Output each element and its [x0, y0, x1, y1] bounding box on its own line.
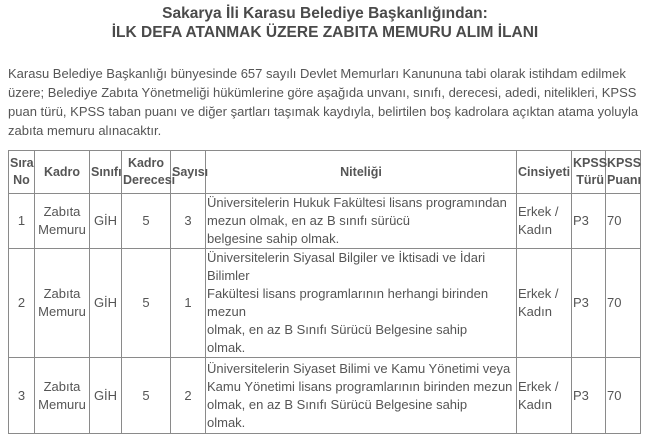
header-kadro: Kadro	[35, 151, 90, 194]
cell-sira: 2	[9, 249, 35, 358]
header-sayisi: Sayısı	[171, 151, 206, 194]
cell-derece: 5	[122, 194, 171, 249]
header-kpss-puani: KPSS Puanı	[606, 151, 641, 194]
cell-sinifi: GİH	[90, 194, 122, 249]
cell-cinsiyet: Erkek / Kadın	[517, 249, 572, 358]
cell-derece: 5	[122, 358, 171, 434]
header-kadro-derecesi: Kadro Derecesi	[122, 151, 171, 194]
cell-kpss-turu: P3	[572, 249, 606, 358]
cell-nitelik: Üniversitelerin Hukuk Fakültesi lisans programından mezun olmak, en az B sınıfı sürücü belgesine sahip olmak.	[206, 194, 517, 249]
cell-kadro: Zabıta Memuru	[35, 194, 90, 249]
table-row	[9, 358, 641, 434]
header-cinsiyeti: Cinsiyeti	[517, 151, 572, 194]
header-sinifi: Sınıfı	[90, 151, 122, 194]
cell-kpss-turu: P3	[572, 358, 606, 434]
cell-sinifi: GİH	[90, 249, 122, 358]
cell-kadro: Zabıta Memuru	[35, 249, 90, 358]
cell-kpss-puani: 70	[606, 194, 641, 249]
cell-sayisi: 1	[171, 249, 206, 358]
cell-kpss-turu: P3	[572, 194, 606, 249]
table-row	[9, 249, 641, 358]
cell-nitelik: Üniversitelerin Siyaset Bilimi ve Kamu Yönetimi veya Kamu Yönetimi lisans programlarının birinden mezun olmak, en az B Sınıfı Sürücü Belgesine sahip olmak.	[206, 358, 517, 434]
cell-derece: 5	[122, 249, 171, 358]
cell-kadro: Zabıta Memuru	[35, 358, 90, 434]
cell-sira: 1	[9, 194, 35, 249]
cell-kpss-puani: 70	[606, 249, 641, 358]
table-row	[9, 194, 641, 249]
header-sira-no: Sıra No	[9, 151, 35, 194]
cell-sayisi: 2	[171, 358, 206, 434]
cell-sira: 3	[9, 358, 35, 434]
intro-paragraph: Karasu Belediye Başkanlığı bünyesinde 657 sayılı Devlet Memurları Kanununa tabi olarak istihdam edilmek üzere; Belediye Zabıta Yönetmeliği hükümlerine göre aşağıda unvanı, sınıfı, derecesi, adedi, nitelikleri, KPSS puan türü, KPSS taban puanı ve diğer şartları taşımak kaydıyla, belirtilen boş kadrolara açıktan atama yoluyla zabıta memuru alınacaktır.	[8, 66, 639, 138]
cell-cinsiyet: Erkek / Kadın	[517, 358, 572, 434]
cell-cinsiyet: Erkek / Kadın	[517, 194, 572, 249]
cell-sayisi: 3	[171, 194, 206, 249]
cell-kpss-puani: 70	[606, 358, 641, 434]
header-kpss-turu: KPSS Türü	[572, 151, 606, 194]
header-niteligi: Niteliği	[206, 151, 517, 194]
cell-sinifi: GİH	[90, 358, 122, 434]
announcement-title	[0, 4, 650, 42]
title-institution: Sakarya İli Karasu Belediye Başkanlığından:	[162, 5, 488, 22]
positions-table	[8, 150, 641, 434]
title-headline: İLK DEFA ATANMAK ÜZERE ZABITA MEMURU ALIM İLANI	[111, 24, 539, 41]
table-header-row	[9, 151, 641, 194]
cell-nitelik: Üniversitelerin Siyasal Bilgiler ve İktisadi ve İdari Bilimler Fakültesi lisans programlarının herhangi birinden mezun olmak, en az B Sınıfı Sürücü Belgesine sahip olmak.	[206, 249, 517, 358]
